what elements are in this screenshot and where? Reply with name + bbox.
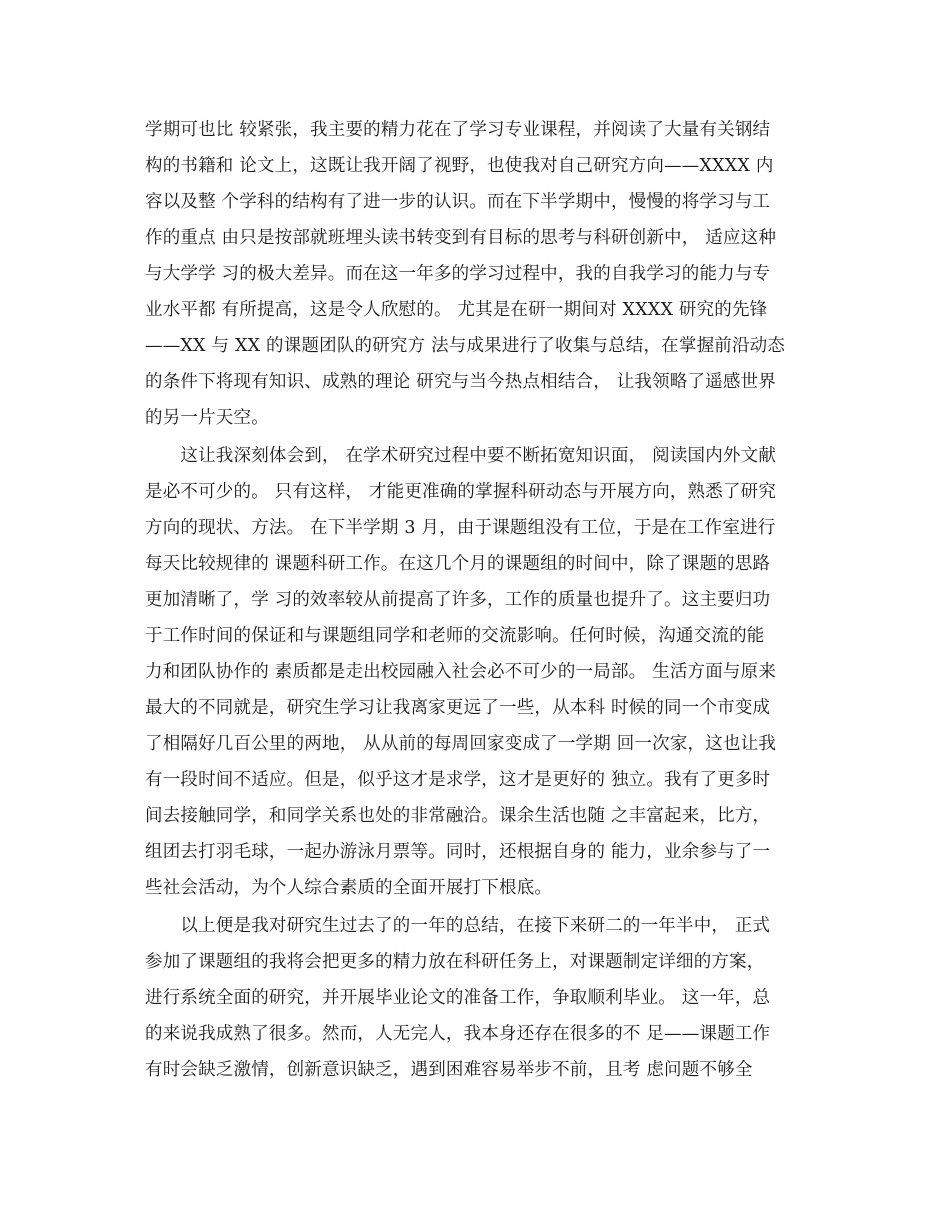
text-line: 的另一片天空。 [145, 408, 269, 428]
text-line: 更加清晰了，学 习的效率较从前提高了许多，工作的质量也提升了。这主要归功 [145, 590, 771, 610]
text-line: 的条件下将现有知识、成熟的理论 研究与当今热点相结合， 让我领略了遥感世界 [145, 372, 777, 392]
text-line: 有一段时间不适应。但是，似乎这才是求学，这才是更好的 独立。我有了更多时 [145, 770, 771, 790]
text-line: 业水平都 有所提高，这是令人欣慰的。 尤其是在研一期间对 XXXX 研究的先锋 [145, 300, 768, 320]
text-line: 每天比较规律的 课题科研工作。在这几个月的课题组的时间中，除了课题的思路 [145, 554, 771, 574]
text-line: 了相隔好几百公里的两地， 从从前的每周回家变成了一学期 回一次家，这也让我 [145, 734, 777, 754]
paragraph-3 [145, 908, 825, 1088]
text-line: 与大学学 习的极大差异。而在这一年多的学习过程中，我的自我学习的能力与专 [145, 264, 771, 284]
text-line: 进行系统全面的研究，并开展毕业论文的准备工作，争取顺利毕业。 这一年，总 [145, 988, 771, 1008]
text-line: 些社会活动，为个人综合素质的全面开展打下根底。 [145, 878, 553, 898]
text-line: 于工作时间的保证和与课题组同学和老师的交流影响。任何时候，沟通交流的能 [145, 626, 765, 646]
paragraph-1 [145, 112, 825, 436]
text-line: 间去接触同学，和同学关系也处的非常融洽。课余生活也随 之丰富起来，比方， [145, 806, 771, 826]
text-line: 是必不可少的。 只有这样， 才能更准确的掌握科研动态与开展方向，熟悉了研究 [145, 482, 777, 502]
document-body [145, 112, 825, 1088]
text-line: 组团去打羽毛球，一起办游泳月票等。同时，还根据自身的 能力，业余参与了一 [145, 842, 771, 862]
text-line: 最大的不同就是，研究生学习让我离家更远了一些，从本科 时候的同一个市变成 [145, 698, 771, 718]
text-line: 容以及整 个学科的结构有了进一步的认识。而在下半学期中，慢慢的将学习与工 [145, 192, 771, 212]
text-line: ——XX 与 XX 的课题团队的研究方 法与成果进行了收集与总结，在掌握前沿动态 [145, 336, 786, 356]
text-line: 构的书籍和 论文上，这既让我开阔了视野，也使我对自己研究方向——XXXX 内 [145, 156, 774, 176]
text-line: 这让我深刻体会到， 在学术研究过程中要不断拓宽知识面， 阅读国内外文献 [145, 446, 777, 466]
text-line: 有时会缺乏激情，创新意识缺乏，遇到困难容易举步不前，且考 虑问题不够全 [145, 1060, 753, 1080]
text-line: 方向的现状、方法。 在下半学期 3 月，由于课题组没有工位，于是在工作室进行 [145, 518, 776, 538]
text-line: 的来说我成熟了很多。然而，人无完人，我本身还存在很多的不 足——课题工作 [145, 1024, 771, 1044]
text-line: 学期可也比 较紧张，我主要的精力花在了学习专业课程，并阅读了大量有关钢结 [145, 120, 771, 140]
text-line: 参加了课题组的我将会把更多的精力放在科研任务上，对课题制定详细的方案， [145, 952, 765, 972]
text-line: 以上便是我对研究生过去了的一年的总结，在接下来研二的一年半中， 正式 [145, 916, 771, 936]
paragraph-2 [145, 438, 825, 906]
text-line: 力和团队协作的 素质都是走出校园融入社会必不可少的一局部。 生活方面与原来 [145, 662, 777, 682]
text-line: 作的重点 由只是按部就班埋头读书转变到有目标的思考与科研创新中， 适应这种 [145, 228, 777, 248]
